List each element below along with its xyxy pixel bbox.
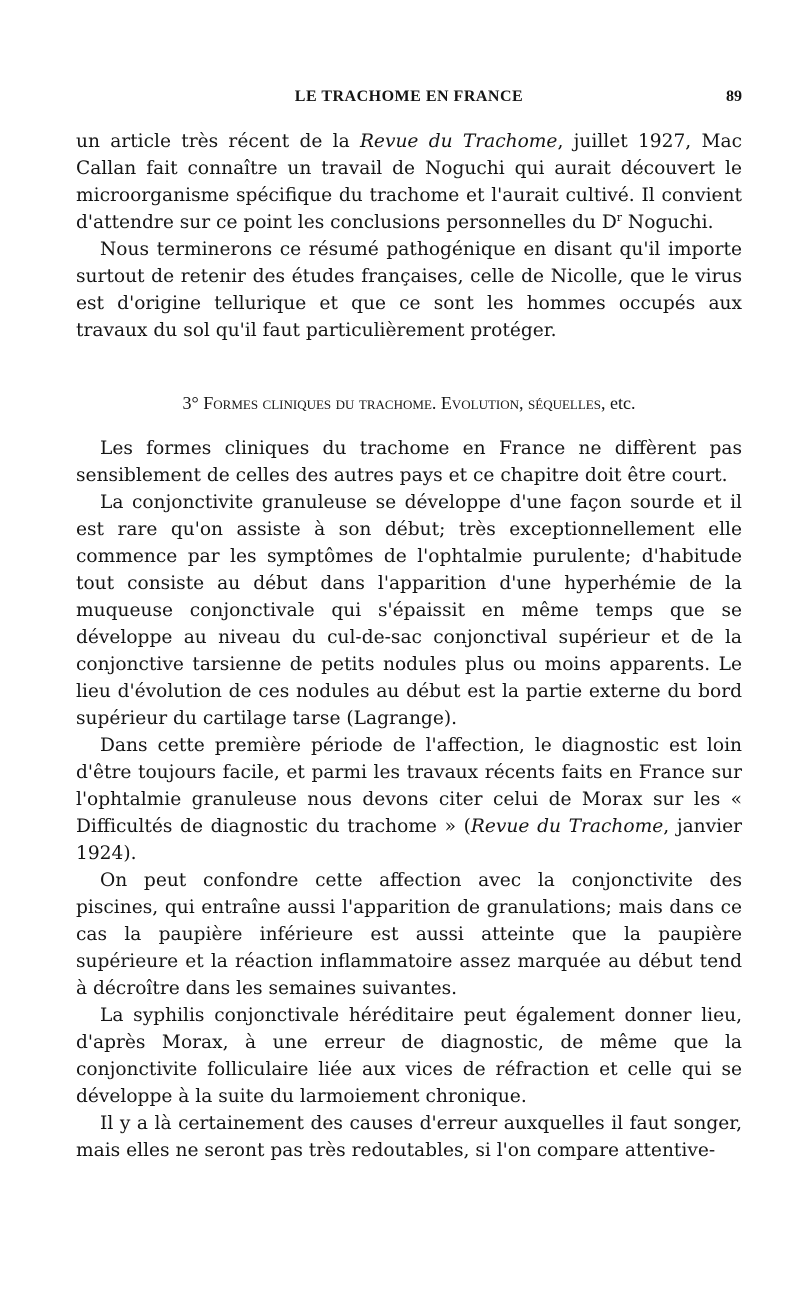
page-number: 89 (726, 88, 742, 105)
journal-title: Revue du Trachome (359, 131, 558, 152)
body-text (76, 128, 742, 1164)
paragraph-confusion: On peut confondre cette affection avec la conjonctivite des piscines, qui entraîne aussi l'apparition de granulations; mais dans ce cas la paupière inférieure est aussi atteinte que la paupière supérieure et la réaction inflammatoire assez marquée au début tend à décroître dans les semaines suivantes. (76, 870, 742, 999)
doctor-superscript: r (616, 210, 623, 224)
paragraph-syphilis: La syphilis conjonctivale héréditaire peut également donner lieu, d'après Morax, à une erreur de diagnostic, de même que la conjonctivite folliculaire liée aux vices de réfraction et celle qui se développe à la suite du larmoiement chronique. (76, 1005, 742, 1107)
running-title: LE TRACHOME EN FRANCE (294, 88, 524, 105)
p1-text-a: un article très récent de la (76, 131, 360, 152)
paragraph-pathogenesis-summary: Nous terminerons ce résumé pathogénique en disant qu'il importe surtout de retenir des études françaises, celle de Nicolle, que le virus est d'origine tellurique et que ce sont les hommes occupés aux travaux du sol qu'il faut particulièrement protéger. (76, 239, 742, 341)
page-header (76, 88, 742, 114)
p1-text-d: Noguchi. (622, 212, 714, 233)
p1-text-c: , juillet 1927, Mac Callan fait connaître un travail de Noguchi qui aurait découvert le microorganisme spécifique du trachome et l'aurait cultivé. Il convient d'attendre sur ce point les conclusions personnelles du D (76, 131, 743, 233)
journal-title: Revue du Trachome (470, 816, 664, 837)
section-title: Formes cliniques du trachome. Evolution, séquelles, (203, 393, 606, 413)
p5-text-c: , janvier 1924). (76, 816, 742, 864)
paragraph-clinical-forms: Les formes cliniques du trachome en France ne diffèrent pas sensiblement de celles des autres pays et ce chapitre doit être court. (76, 438, 742, 486)
section-title-tail: etc. (609, 393, 636, 413)
section-heading (76, 390, 742, 417)
paragraph-onset: La conjonctivite granuleuse se développe d'une façon sourde et il est rare qu'on assiste à son début; très exceptionnellement elle commence par les symptômes de l'ophtalmie purulente; d'habitude tout consiste au début dans l'apparition d'une hyperhémie de la muqueuse conjonctivale qui s'épaissit en même temps que se développe au niveau du cul-de-sac conjonctival supérieur et de la conjonctive tarsienne de petits nodules plus ou moins apparents. Le lieu d'évolution de ces nodules au début est la partie externe du bord supérieur du cartilage tarse (Lagrange). (76, 492, 742, 729)
p5-text-a: Dans cette première période de l'affection, le diagnostic est loin d'être toujours facile, et parmi les travaux récents faits en France sur l'ophtalmie granuleuse nous devons citer celui de Morax sur les « Difficultés de diagnostic du trachome » ( (76, 735, 742, 837)
section-number: 3° (182, 393, 199, 413)
paragraph-diagnosis (76, 732, 742, 867)
paragraph-continuation (76, 128, 742, 236)
paragraph-causes-of-error: Il y a là certainement des causes d'erreur auxquelles il faut songer, mais elles ne seront pas très redoutables, si l'on compare attentive- (76, 1113, 742, 1161)
